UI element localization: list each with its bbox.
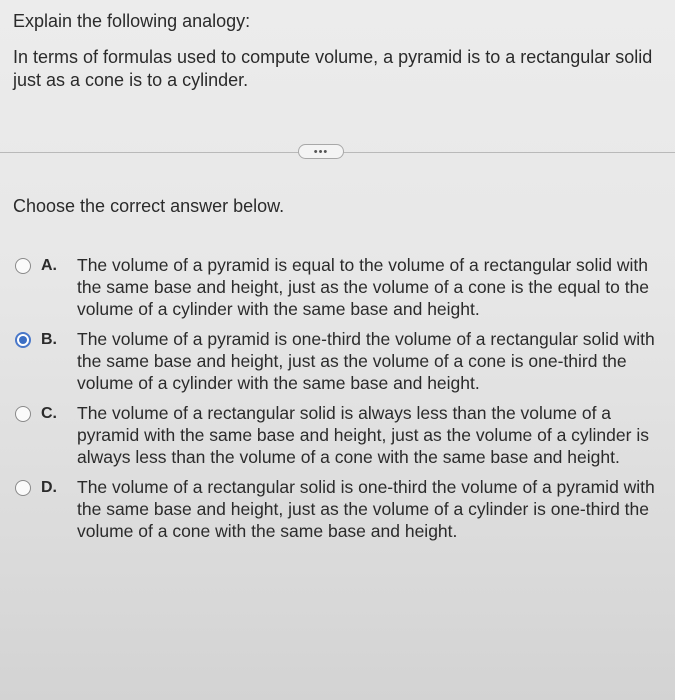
question-analogy: In terms of formulas used to compute volume, a pyramid is to a rectangular solid just as a cone is to a cylinder. — [13, 47, 653, 90]
answer-options — [15, 254, 665, 550]
radio-button-d[interactable] — [15, 480, 31, 496]
option-letter: A. — [41, 257, 57, 274]
option-d[interactable] — [15, 476, 665, 542]
option-b[interactable] — [15, 328, 665, 394]
option-letter: B. — [41, 331, 57, 348]
option-c[interactable] — [15, 402, 665, 468]
option-letter: C. — [41, 405, 57, 422]
radio-button-a[interactable] — [15, 258, 31, 274]
expand-ellipsis-button[interactable]: ••• — [298, 144, 344, 159]
option-letter: D. — [41, 479, 57, 496]
answer-instruction: Choose the correct answer below. — [13, 196, 285, 216]
radio-button-c[interactable] — [15, 406, 31, 422]
radio-button-b[interactable] — [15, 332, 31, 348]
option-a[interactable] — [15, 254, 665, 320]
option-text: The volume of a pyramid is one-third the volume of a rectangular solid with the same base and height, just as the volume of a cone is one-third the volume of a cylinder with the same base and height. — [77, 329, 655, 393]
option-text: The volume of a rectangular solid is always less than the volume of a pyramid with the same base and height, just as the volume of a cylinder is always less than the volume of a cone with the same base and height. — [77, 403, 649, 467]
option-text: The volume of a rectangular solid is one-third the volume of a pyramid with the same base and height, just as the volume of a cylinder is one-third the volume of a cone with the same base and height. — [77, 477, 655, 541]
question-prompt: Explain the following analogy: — [13, 11, 251, 31]
question-header — [13, 10, 663, 92]
option-text: The volume of a pyramid is equal to the volume of a rectangular solid with the same base and height, just as the volume of a cone is the equal to the volume of a cylinder with the same base and height. — [77, 255, 650, 319]
